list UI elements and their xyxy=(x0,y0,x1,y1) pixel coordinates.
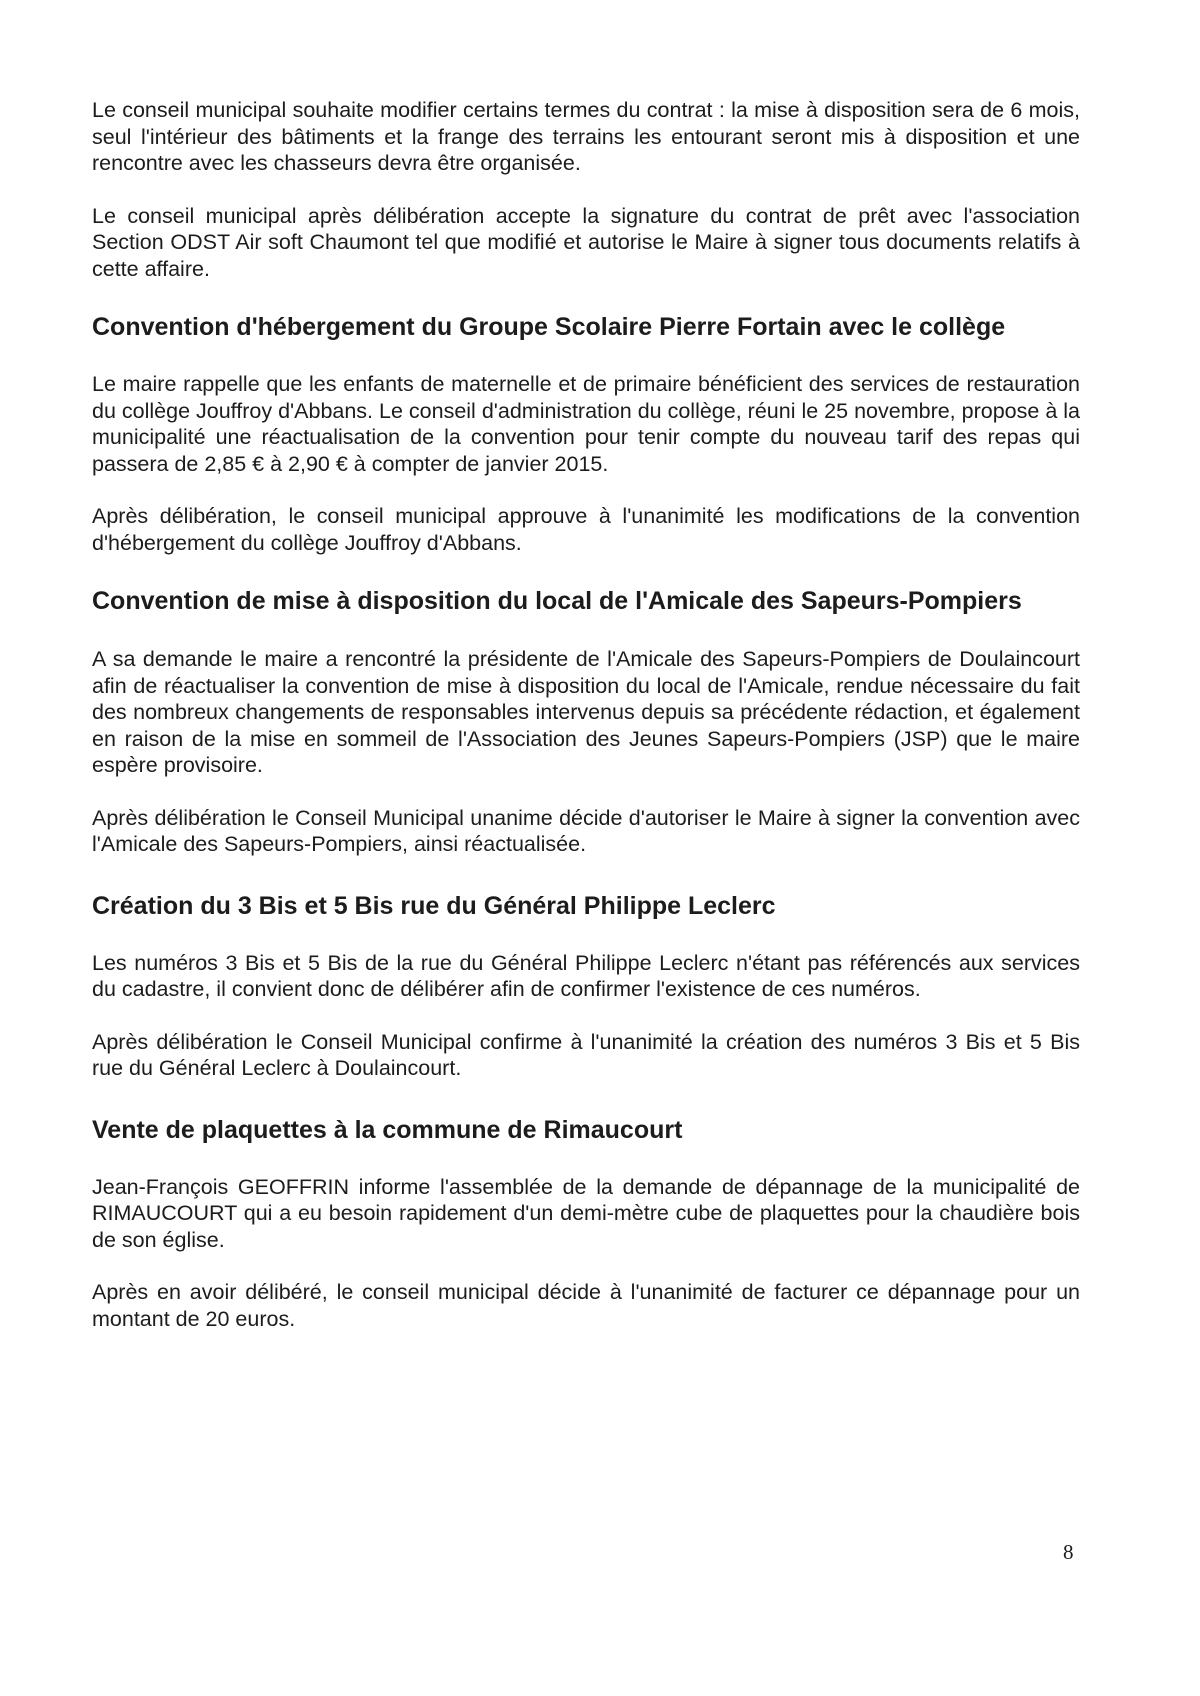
heading-convention-amicale: Convention de mise à disposition du local de l'Amicale des Sapeurs-Pompiers xyxy=(92,587,1022,615)
paragraph-contract-approval: Le conseil municipal après délibération accepte la signature du contrat de prêt avec l'association Section ODST Air soft Chaumont tel que modifié et autorise le Maire à signer tous documents relatifs à cette affaire. xyxy=(92,203,1080,281)
paragraph-restauration-college: Le maire rappelle que les enfants de maternelle et de primaire bénéficient des services de restauration du collège Jouffroy d'Abbans. Le conseil d'administration du collège, réuni le 25 novembre, propose à la municipalité une réactualisation de la convention pour tenir compte du nouveau tarif des repas qui passera de 2,85 € à 2,90 € à compter de janvier 2015. xyxy=(92,372,1080,476)
paragraph-plaquettes-approval: Après en avoir délibéré, le conseil municipal décide à l'unanimité de facturer ce dépannage pour un montant de 20 euros. xyxy=(92,1280,1080,1331)
paragraph-hebergement-approval: Après délibération, le conseil municipal approuve à l'unanimité les modifications de la convention d'hébergement du collège Jouffroy d'Abbans. xyxy=(92,504,1080,555)
document-body xyxy=(92,97,1080,1332)
heading-creation-numeros: Création du 3 Bis et 5 Bis rue du Général Philippe Leclerc xyxy=(92,891,776,920)
heading-convention-hebergement: Convention d'hébergement du Groupe Scolaire Pierre Fortain avec le collège xyxy=(92,313,1006,341)
paragraph-amicale-meeting: A sa demande le maire a rencontré la présidente de l'Amicale des Sapeurs-Pompiers de Doulaincourt afin de réactualiser la convention de mise à disposition du local de l'Amicale, rendue nécessaire du fait des nombreux changements de responsables intervenus depuis sa précédente rédaction, et également en raison de la mise en sommeil de l'Association des Jeunes Sapeurs-Pompiers (JSP) que le maire espère provisoire. xyxy=(92,647,1080,777)
paragraph-numeros-approval: Après délibération le Conseil Municipal confirme à l'unanimité la création des numéros 3 Bis et 5 Bis rue du Général Leclerc à Doulaincourt. xyxy=(92,1029,1080,1080)
paragraph-plaquettes-request: Jean-François GEOFFRIN informe l'assemblée de la demande de dépannage de la municipalité de RIMAUCOURT qui a eu besoin rapidement d'un demi-mètre cube de plaquettes pour la chaudière bois de son église. xyxy=(92,1174,1080,1252)
paragraph-contract-terms: Le conseil municipal souhaite modifier certains termes du contrat : la mise à disposition sera de 6 mois, seul l'intérieur des bâtiments et la frange des terrains les entourant seront mis à disposition et une rencontre avec les chasseurs devra être organisée. xyxy=(92,98,1080,175)
paragraph-amicale-approval: Après délibération le Conseil Municipal unanime décide d'autoriser le Maire à signer la convention avec l'Amicale des Sapeurs-Pompiers, ainsi réactualisée. xyxy=(92,805,1080,856)
heading-vente-plaquettes: Vente de plaquettes à la commune de Rimaucourt xyxy=(92,1115,683,1144)
paragraph-numeros-cadastre: Les numéros 3 Bis et 5 Bis de la rue du Général Philippe Leclerc n'étant pas référencés aux services du cadastre, il convient donc de délibérer afin de confirmer l'existence de ces numéros. xyxy=(92,950,1080,1001)
page-number: 8 xyxy=(1063,1540,1074,1564)
